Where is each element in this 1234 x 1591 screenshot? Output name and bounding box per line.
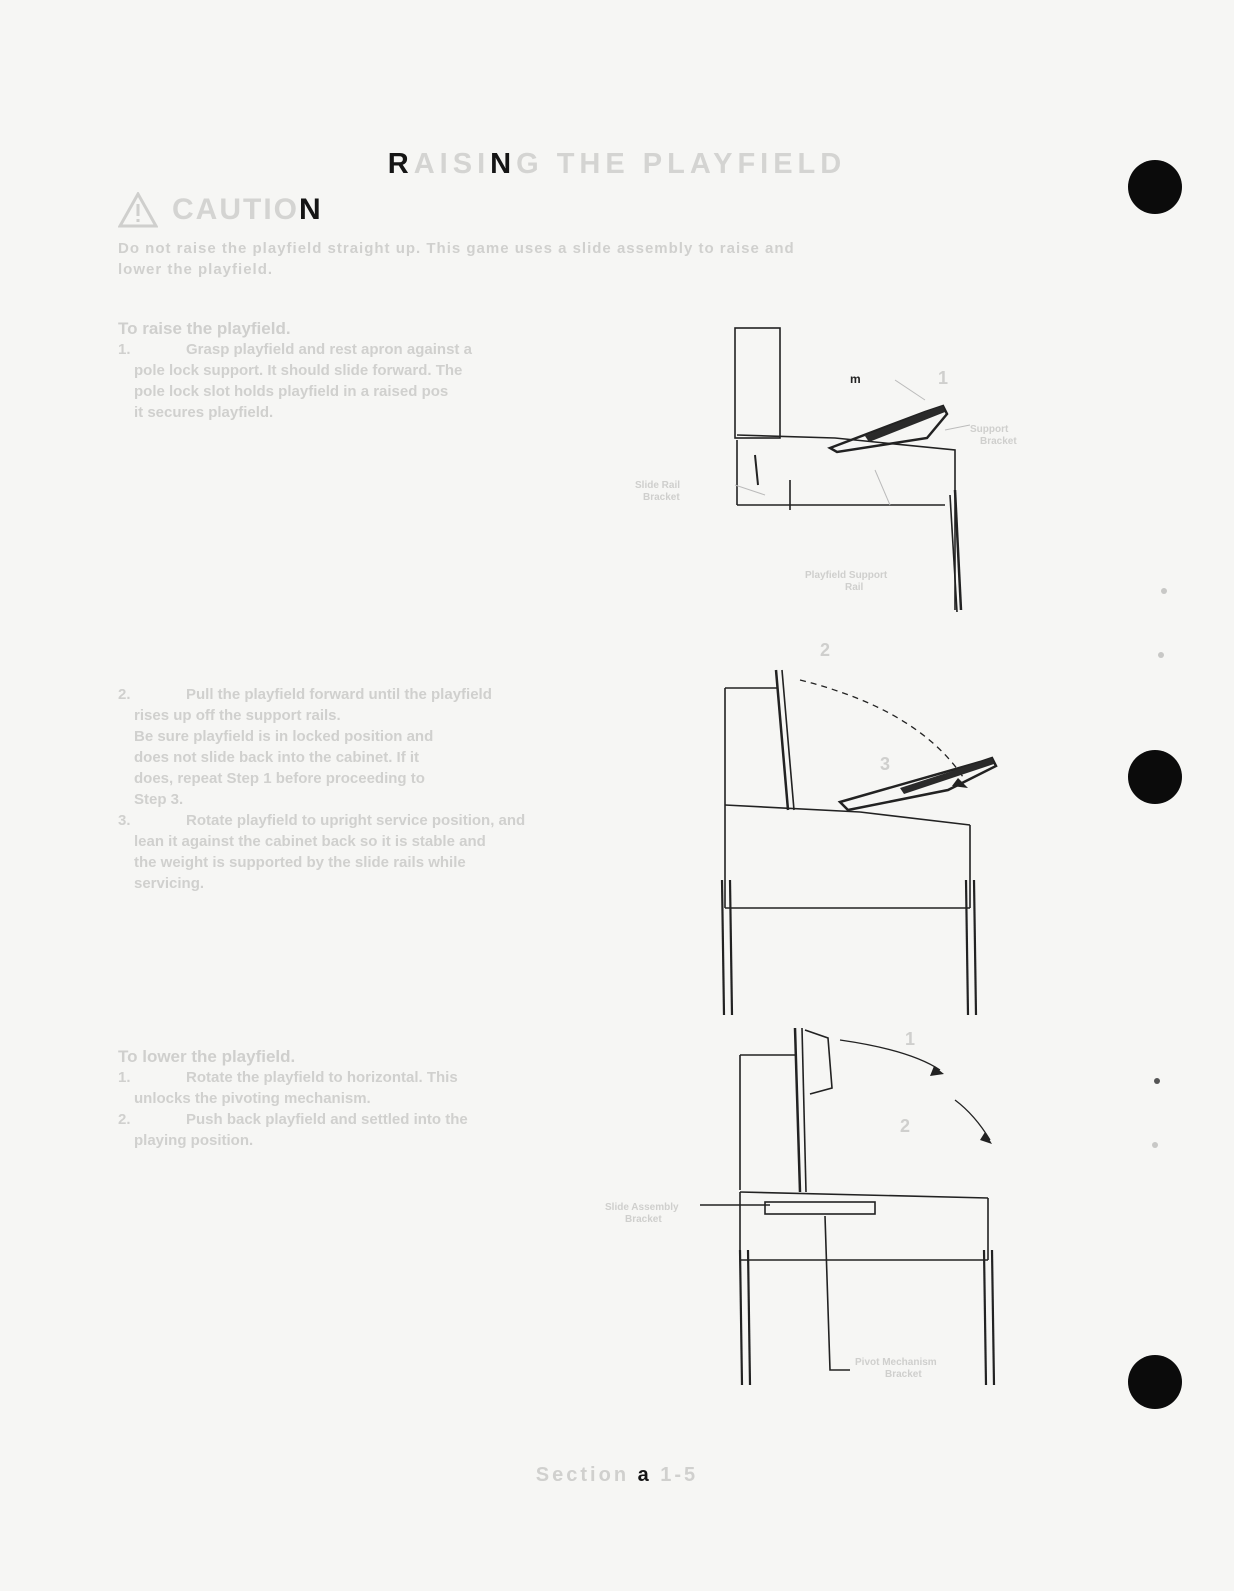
svg-text:Rail: Rail: [845, 582, 864, 593]
svg-text:Bracket: Bracket: [980, 436, 1017, 447]
page-footer: Section a 1-5: [535, 1464, 699, 1486]
lower-section: To lower the playfield. 1. Rotate the playfield to horizontal. This unlocks the pivoting mechanism. 2. Push back playfield and settled into the playing position.: [118, 1046, 598, 1151]
svg-text:2: 2: [820, 640, 831, 660]
raise-step-1: 1. Grasp playfield and rest apron against a: [118, 341, 472, 358]
step-badge: 1: [938, 368, 949, 388]
svg-text:Support: Support: [970, 424, 1009, 435]
svg-text:Bracket: Bracket: [625, 1214, 662, 1225]
punch-hole-bottom: [1128, 1355, 1182, 1409]
raise-step-3: 3. Rotate playfield to upright service position, and: [118, 812, 526, 829]
raise-section: To raise the playfield. 1. Grasp playfield and rest apron against a pole lock support. It should slide forward. The pole lock slot holds playfield in a raised pos it secures playfield.: [118, 318, 618, 423]
svg-text:Playfield Support: Playfield Support: [805, 570, 888, 581]
punch-hole-middle: [1128, 750, 1182, 804]
svg-text:Pivot Mechanism: Pivot Mechanism: [855, 1357, 937, 1368]
diagram-lower-playfield: [600, 1020, 1040, 1400]
raise-heading: To raise the playfield.: [118, 319, 291, 338]
lower-heading: To lower the playfield.: [118, 1047, 296, 1066]
svg-text:1: 1: [905, 1029, 916, 1049]
diagram-raise-steps-2-3: [700, 640, 1020, 1020]
page-title: RAISING THE PLAYFIELD: [387, 148, 847, 180]
svg-text:Bracket: Bracket: [643, 492, 680, 503]
warning-icon: [118, 192, 158, 228]
speck: [1158, 652, 1164, 658]
raise-step-2: 2. Pull the playfield forward until the playfield: [118, 686, 492, 703]
svg-text:Slide Assembly: Slide Assembly: [605, 1202, 679, 1213]
lower-step-2: 2. Push back playfield and settled into the: [118, 1111, 468, 1128]
caution-text: Do not raise the playfield straight up. This game uses a slide assembly to raise and lower the playfield.: [118, 240, 795, 278]
label-apron: m: [850, 372, 861, 386]
speck: [1152, 1142, 1158, 1148]
raise-steps-2-3: 2. Pull the playfield forward until the playfield rises up off the support rails. Be sure playfield is in locked position and does not slide back into the cabinet. If it does, repeat Step 1 before proceeding to Step 3. 3. Rotate playfield to upright service position, and lean it against the cabinet back so it is stable and the weight is supported by the slide rails while servicing.: [118, 684, 618, 894]
svg-text:2: 2: [900, 1116, 911, 1136]
svg-text:Slide Rail: Slide Rail: [635, 480, 681, 491]
speck: [1161, 588, 1167, 594]
caution-heading: CAUTIO N: [118, 192, 323, 228]
svg-text:3: 3: [880, 754, 891, 774]
svg-text:Bracket: Bracket: [885, 1369, 922, 1380]
diagram-raise-step-1: [625, 320, 1065, 630]
lower-step-1: 1. Rotate the playfield to horizontal. This: [118, 1069, 458, 1086]
speck: [1154, 1078, 1160, 1084]
